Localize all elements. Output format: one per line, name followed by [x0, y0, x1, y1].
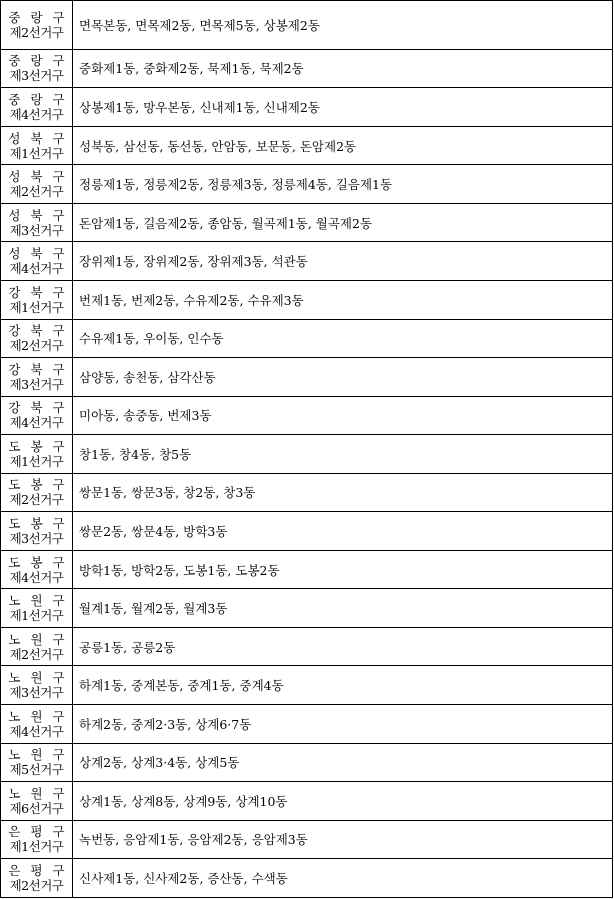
dongs-cell: 정릉제1동, 정릉제2동, 정릉제3동, 정릉제4동, 길음제1동	[73, 165, 613, 204]
table-row	[1, 782, 613, 821]
dongs-cell: 신사제1동, 신사제2동, 증산동, 수색동	[73, 859, 613, 898]
district-name: 도 봉 구	[8, 438, 68, 454]
district-cell	[1, 88, 73, 127]
district-name: 도 봉 구	[8, 477, 68, 493]
district-cell	[1, 203, 73, 242]
table-row	[1, 859, 613, 898]
constituency-label: 제3선거구	[9, 222, 64, 238]
table-row	[1, 589, 613, 628]
dongs-cell: 월계1동, 월계2동, 월계3동	[73, 589, 613, 628]
district-cell	[1, 743, 73, 782]
constituency-label: 제4선거구	[9, 723, 64, 739]
district-cell	[1, 666, 73, 705]
district-name: 성 북 구	[8, 130, 68, 146]
constituency-label: 제2선거구	[9, 878, 64, 894]
table-row	[1, 242, 613, 281]
dongs-cell: 공릉1동, 공릉2동	[73, 627, 613, 666]
constituency-label: 제3선거구	[9, 685, 64, 701]
district-cell	[1, 1, 73, 50]
dongs-cell: 삼양동, 송천동, 삼각산동	[73, 358, 613, 397]
district-cell	[1, 512, 73, 551]
district-name: 은 평 구	[8, 824, 68, 840]
constituency-label: 제2선거구	[9, 646, 64, 662]
constituency-label: 제2선거구	[9, 492, 64, 508]
district-name: 중 랑 구	[8, 53, 68, 69]
dongs-cell: 쌍문2동, 쌍문4동, 방학3동	[73, 512, 613, 551]
district-cell	[1, 820, 73, 859]
district-cell	[1, 126, 73, 165]
dongs-cell: 하계1동, 중계본동, 중계1동, 중계4동	[73, 666, 613, 705]
table-row	[1, 473, 613, 512]
dongs-cell: 면목본동, 면목제2동, 면목제5동, 상봉제2동	[73, 1, 613, 50]
constituency-label: 제2선거구	[9, 184, 64, 200]
dongs-cell: 녹번동, 응암제1동, 응암제2동, 응암제3동	[73, 820, 613, 859]
dongs-cell: 하계2동, 중계2·3동, 상계6·7동	[73, 705, 613, 744]
constituency-label: 제5선거구	[9, 762, 64, 778]
table-row	[1, 705, 613, 744]
dongs-cell: 돈암제1동, 길음제2동, 종암동, 월곡제1동, 월곡제2동	[73, 203, 613, 242]
constituency-label: 제4선거구	[9, 415, 64, 431]
district-name: 강 북 구	[8, 284, 68, 300]
district-name: 강 북 구	[8, 361, 68, 377]
district-name: 노 원 구	[8, 631, 68, 647]
district-cell	[1, 627, 73, 666]
constituency-label: 제2선거구	[9, 24, 64, 40]
table-row	[1, 203, 613, 242]
table-row	[1, 358, 613, 397]
dongs-cell: 수유제1동, 우이동, 인수동	[73, 319, 613, 358]
district-name: 성 북 구	[8, 207, 68, 223]
dongs-cell: 상계1동, 상계8동, 상계9동, 상계10동	[73, 782, 613, 821]
district-name: 노 원 구	[8, 593, 68, 609]
dongs-cell: 방학1동, 방학2동, 도봉1동, 도봉2동	[73, 550, 613, 589]
district-cell	[1, 859, 73, 898]
table-row	[1, 627, 613, 666]
table-row	[1, 165, 613, 204]
table-row	[1, 319, 613, 358]
table-row	[1, 88, 613, 127]
district-cell	[1, 782, 73, 821]
constituency-label: 제1선거구	[9, 299, 64, 315]
dongs-cell: 중화제1동, 중화제2동, 묵제1동, 묵제2동	[73, 49, 613, 88]
constituency-label: 제6선거구	[9, 800, 64, 816]
district-name: 노 원 구	[8, 708, 68, 724]
district-name: 노 원 구	[8, 785, 68, 801]
district-name: 강 북 구	[8, 323, 68, 339]
district-cell	[1, 435, 73, 474]
district-name: 노 원 구	[8, 747, 68, 763]
constituency-label: 제3선거구	[9, 531, 64, 547]
dongs-cell: 창1동, 창4동, 창5동	[73, 435, 613, 474]
constituency-label: 제3선거구	[9, 68, 64, 84]
constituency-label: 제4선거구	[9, 261, 64, 277]
dongs-cell: 상봉제1동, 망우본동, 신내제1동, 신내제2동	[73, 88, 613, 127]
district-cell	[1, 358, 73, 397]
constituency-label: 제1선거구	[9, 839, 64, 855]
constituency-label: 제1선거구	[9, 145, 64, 161]
district-cell	[1, 705, 73, 744]
district-name: 강 북 구	[8, 400, 68, 416]
table-row	[1, 280, 613, 319]
district-cell	[1, 396, 73, 435]
district-cell	[1, 550, 73, 589]
table-row	[1, 666, 613, 705]
district-name: 은 평 구	[8, 863, 68, 879]
table-row	[1, 550, 613, 589]
district-cell	[1, 319, 73, 358]
table-row	[1, 126, 613, 165]
table-row	[1, 435, 613, 474]
district-cell	[1, 589, 73, 628]
district-name: 노 원 구	[8, 670, 68, 686]
constituency-label: 제1선거구	[9, 453, 64, 469]
district-name: 도 봉 구	[8, 516, 68, 532]
table-row	[1, 396, 613, 435]
table-row	[1, 743, 613, 782]
district-cell	[1, 280, 73, 319]
district-cell	[1, 242, 73, 281]
constituency-label: 제1선거구	[9, 608, 64, 624]
district-name: 성 북 구	[8, 169, 68, 185]
dongs-cell: 장위제1동, 장위제2동, 장위제3동, 석관동	[73, 242, 613, 281]
constituency-label: 제3선거구	[9, 376, 64, 392]
district-name: 도 봉 구	[8, 554, 68, 570]
table-row	[1, 49, 613, 88]
constituency-label: 제4선거구	[9, 107, 64, 123]
table-row	[1, 1, 613, 50]
constituency-label: 제2선거구	[9, 338, 64, 354]
district-cell	[1, 165, 73, 204]
constituency-label: 제4선거구	[9, 569, 64, 585]
dongs-cell: 성북동, 삼선동, 동선동, 안암동, 보문동, 돈암제2동	[73, 126, 613, 165]
district-cell	[1, 473, 73, 512]
dongs-cell: 번제1동, 번제2동, 수유제2동, 수유제3동	[73, 280, 613, 319]
table-row	[1, 512, 613, 551]
district-name: 중 랑 구	[8, 9, 68, 25]
dongs-cell: 미아동, 송중동, 번제3동	[73, 396, 613, 435]
district-cell	[1, 49, 73, 88]
dongs-cell: 쌍문1동, 쌍문3동, 창2동, 창3동	[73, 473, 613, 512]
table-row	[1, 820, 613, 859]
table-body	[1, 1, 613, 898]
district-name: 성 북 구	[8, 246, 68, 262]
district-name: 중 랑 구	[8, 92, 68, 108]
dongs-cell: 상계2동, 상계3·4동, 상계5동	[73, 743, 613, 782]
